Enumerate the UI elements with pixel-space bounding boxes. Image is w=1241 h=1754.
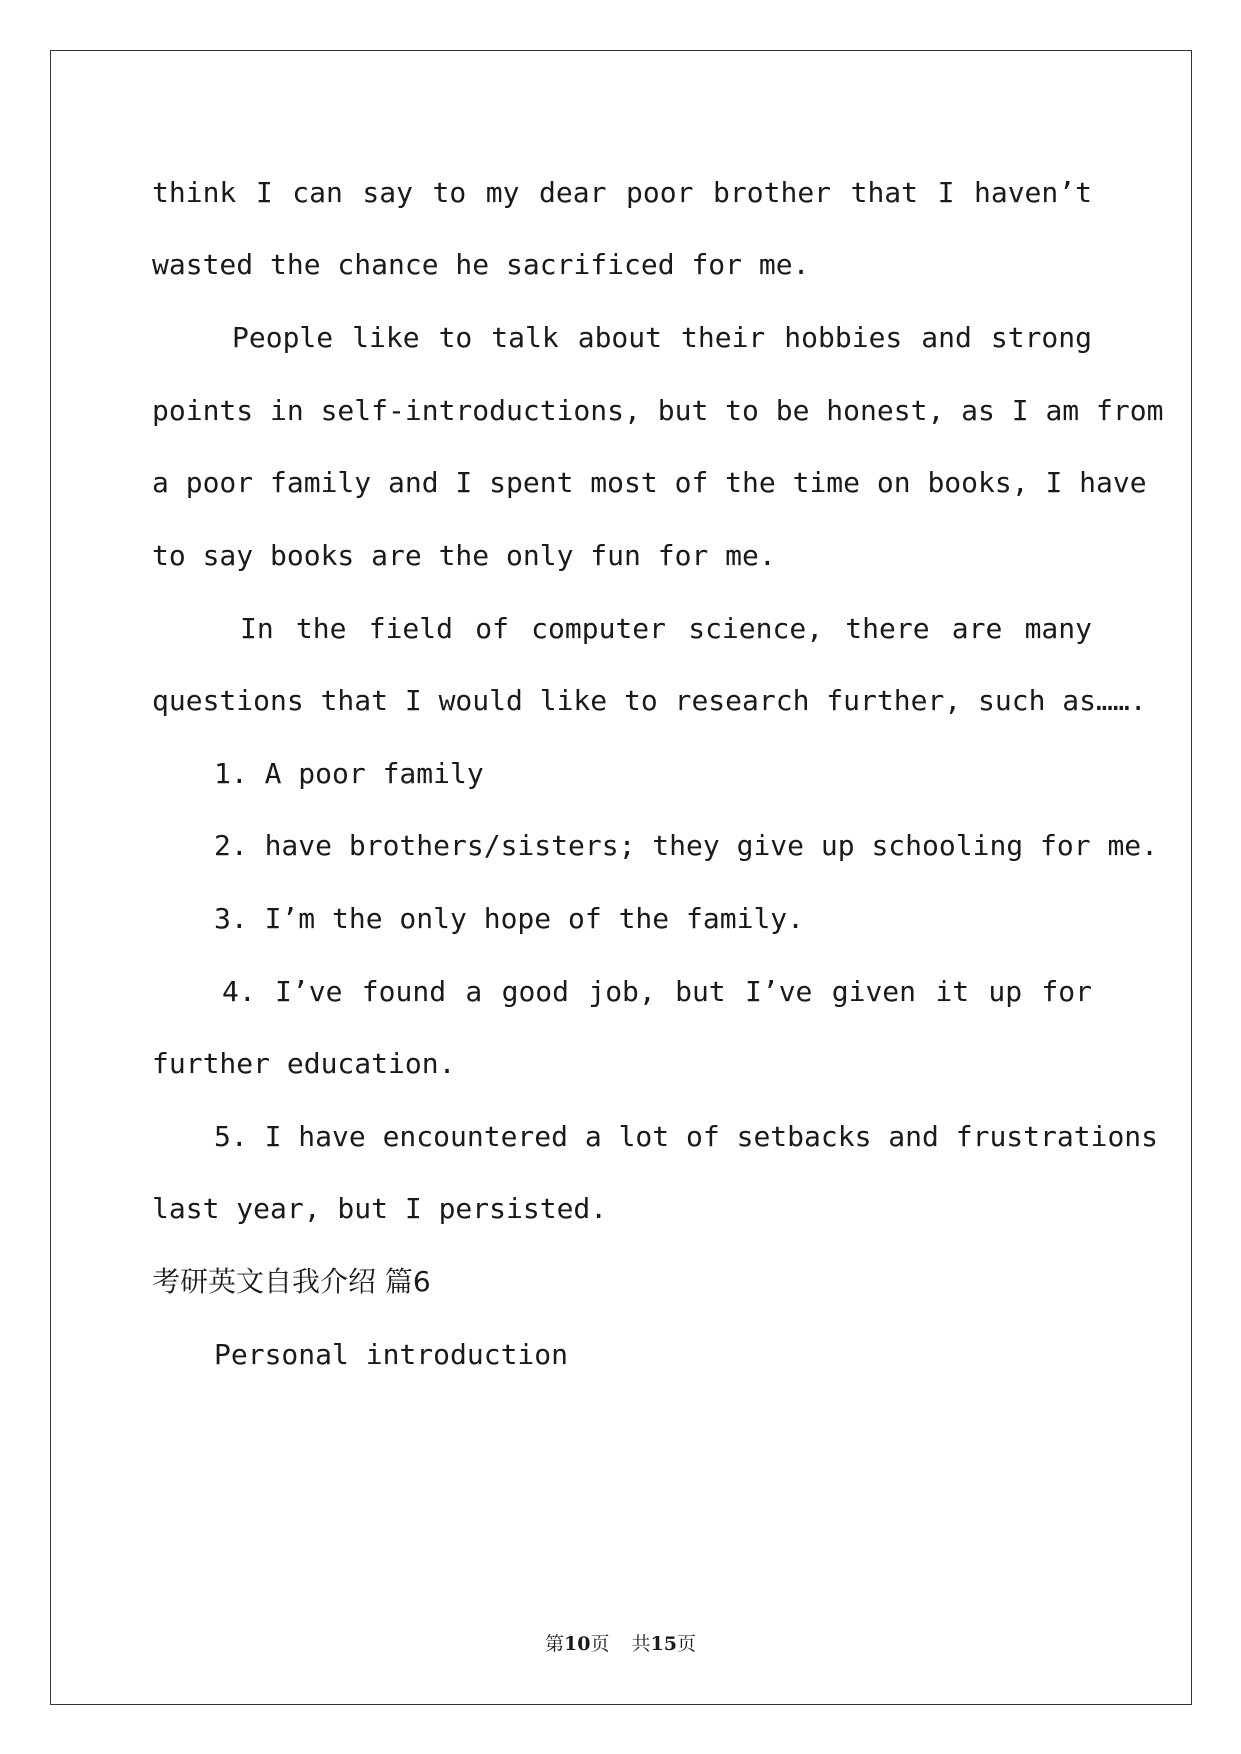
paragraph-line: In the field of computer science, there are many xyxy=(240,612,1092,645)
section-subtitle: Personal introduction xyxy=(214,1338,569,1371)
page-current: 10 xyxy=(564,1633,591,1655)
page-frame xyxy=(50,50,1192,1705)
list-item: 2. have brothers/sisters; they give up schooling for me. xyxy=(214,829,1159,862)
page-total: 15 xyxy=(650,1633,677,1655)
body-line: further education. xyxy=(152,1047,456,1080)
body-line: points in self-introductions, but to be honest, as I am from xyxy=(152,394,1164,427)
total-prefix: 共 xyxy=(631,1633,651,1655)
page-prefix: 第 xyxy=(545,1633,565,1655)
body-line: think I can say to my dear poor brother that I haven’t xyxy=(152,176,1092,209)
section-heading: 考研英文自我介绍 篇6 xyxy=(152,1265,431,1298)
list-item: 5. I have encountered a lot of setbacks and frustrations xyxy=(214,1120,1159,1153)
body-line: questions that I would like to research further, such as……. xyxy=(152,684,1147,717)
body-line: a poor family and I spent most of the time on books, I have xyxy=(152,466,1147,499)
list-item: 1. A poor family xyxy=(214,757,484,790)
list-item: 4. I’ve found a good job, but I’ve given it up for xyxy=(222,975,1092,1008)
total-suffix: 页 xyxy=(676,1633,696,1655)
body-line: wasted the chance he sacrificed for me. xyxy=(152,248,810,281)
body-line: last year, but I persisted. xyxy=(152,1192,608,1225)
paragraph-line: People like to talk about their hobbies and strong xyxy=(232,321,1092,354)
body-line: to say books are the only fun for me. xyxy=(152,539,776,572)
page-footer xyxy=(0,1632,1241,1656)
list-item: 3. I’m the only hope of the family. xyxy=(214,902,805,935)
page-mid: 页 xyxy=(590,1633,610,1655)
